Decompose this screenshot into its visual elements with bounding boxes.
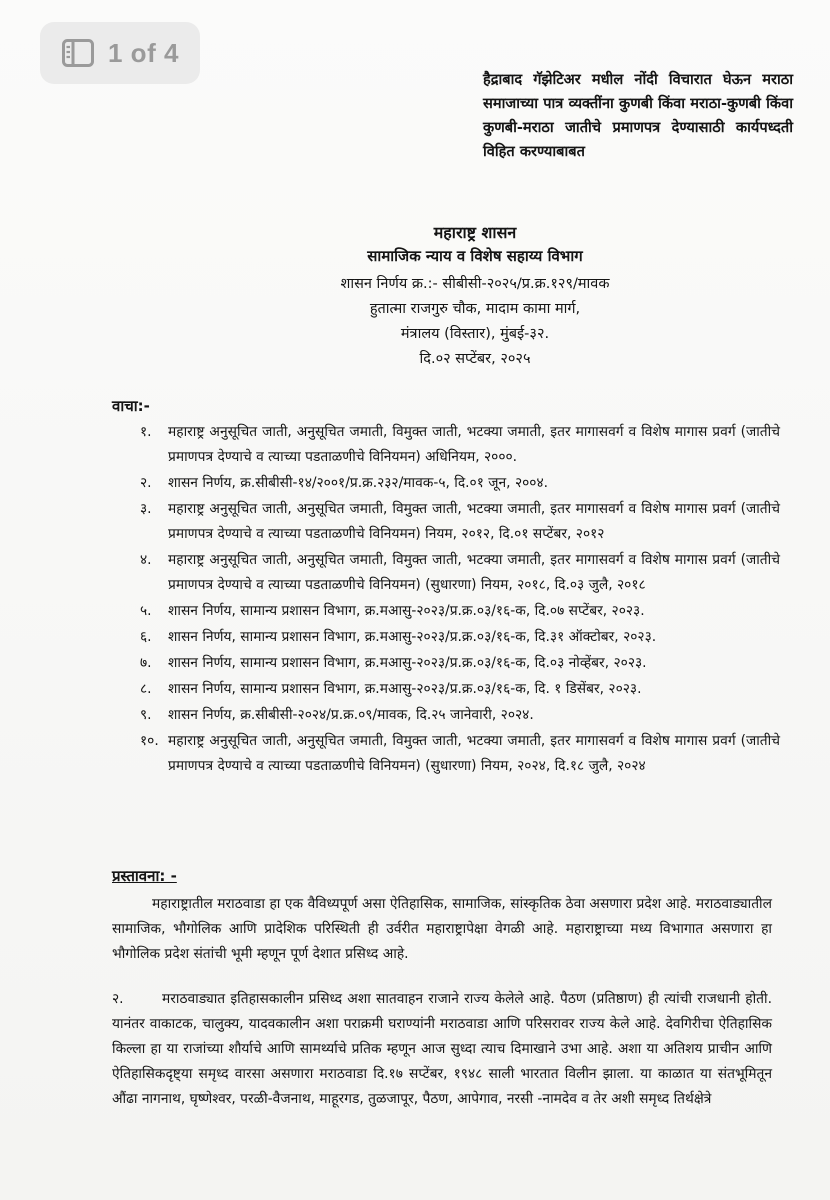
page-indicator[interactable]: [40, 22, 200, 84]
read-heading: वाचा:-: [112, 397, 150, 415]
government-name: महाराष्ट्र शासन: [433, 223, 517, 242]
list-item: १०. महाराष्ट्र अनुसूचित जाती, अनुसूचित जमाती, विमुक्त जाती, भटक्या जमाती, इतर मागासवर्ग व विशेष मागास प्रवर्ग (जातीचे प्रमाणपत्र देण्याचे व त्याच्या पडताळणीचे विनियमन) (सुधारणा) नियम, २०२४, दि.१८ जुलै, २०२४: [140, 733, 780, 774]
department-name: सामाजिक न्याय व विशेष सहाय्य विभाग: [367, 247, 583, 265]
list-item: ६. शासन निर्णय, सामान्य प्रशासन विभाग, क्र.मआसु-२०२३/प्र.क्र.०३/१६-क, दि.३१ ऑक्टोबर, २०२३.: [140, 629, 657, 645]
preamble-paragraph-2: २. मराठवाड्यात इतिहासकालीन प्रसिध्द अशा सातवाहन राजाने राज्य केलेले आहे. पैठण (प्रतिष्ठाण) ही त्यांची राजधानी होती. यानंतर वाकाटक, चालुक्य, यादवकालीन अशा पराक्रमी घराण्यांनी मराठवाडा आणि परिसरावर राज्य केले आहे. देवगिरीचा ऐतिहासिक किल्ला हा या राजांच्या शौर्याचे आणि सामर्थ्याचे प्रतिक म्हणून आज सुध्दा त्याच दिमाखाने उभा आहे. अशा या अतिशय प्राचीन आणि ऐतिहासिकदृष्ट्या समृध्द वारसा असणारा मराठवाडा दि.१७ सप्टेंबर, १९४८ साली भारतात विलीन झाला. या काळात या संतभूमितून औंढा नागनाथ, घृष्णेश्वर, परळी-वैजनाथ, माहूरगड, तुळजापूर, पैठण, आपेगाव, नरसी -नामदेव व तेर अशी समृध्द तिर्थक्षेत्रे: [112, 991, 772, 1107]
page-indicator-text: 1 of 4: [108, 37, 179, 68]
list-item: ९. शासन निर्णय, क्र.सीबीसी-२०२४/प्र.क्र.०९/मावक, दि.२५ जानेवारी, २०२४.: [140, 707, 534, 723]
list-item: ८. शासन निर्णय, सामान्य प्रशासन विभाग, क्र.मआसु-२०२३/प्र.क्र.०३/१६-क, दि. १ डिसेंबर, २०२३.: [140, 681, 642, 697]
address-line-1: हुतात्मा राजगुरु चौक, मादाम कामा मार्ग,: [369, 301, 581, 317]
preamble-paragraph-1: महाराष्ट्रातील मराठवाडा हा एक वैविध्यपूर्ण असा ऐतिहासिक, सामाजिक, सांस्कृतिक ठेवा असणारा प्रदेश आहे. मराठवाड्यातील सामाजिक, भौगोलिक आणि प्रादेशिक परिस्थिती ही उर्वरीत महाराष्ट्रापेक्षा वेगळी आहे. महाराष्ट्राच्या मध्य विभागात असणारा हा भौगोलिक प्रदेश संतांची भूमी म्हणून पूर्ण देशात प्रसिध्द आहे.: [112, 896, 772, 962]
address-line-2: मंत्रालय (विस्तार), मुंबई-३२.: [400, 326, 550, 342]
reference-list: [140, 420, 780, 780]
list-item: २. शासन निर्णय, क्र.सीबीसी-१४/२००१/प्र.क्र.२३२/मावक-५, दि.०१ जून, २००४.: [140, 475, 549, 491]
list-item: ३. महाराष्ट्र अनुसूचित जाती, अनुसूचित जमाती, विमुक्त जाती, भटक्या जमाती, इतर मागासवर्ग व विशेष मागास प्रवर्ग (जातीचे प्रमाणपत्र देण्याचे व त्याच्या पडताळणीचे विनियमन) नियम, २०१२, दि.०१ सप्टेंबर, २०१२: [140, 501, 780, 542]
gr-number: शासन निर्णय क्र.:- सीबीसी-२०२५/प्र.क्र.१२९/मावक: [340, 276, 610, 292]
gr-date: दि.०२ सप्टेंबर, २०२५: [419, 351, 531, 367]
list-item: १. महाराष्ट्र अनुसूचित जाती, अनुसूचित जमाती, विमुक्त जाती, भटक्या जमाती, इतर मागासवर्ग व विशेष मागास प्रवर्ग (जातीचे प्रमाणपत्र देण्याचे व त्याच्या पडताळणीचे विनियमन) अधिनियम, २०००.: [140, 424, 780, 465]
list-item: ७. शासन निर्णय, सामान्य प्रशासन विभाग, क्र.मआसु-२०२३/प्र.क्र.०३/१६-क, दि.०३ नोव्हेंबर, २०२३.: [140, 655, 647, 671]
sidebar-icon: [62, 39, 94, 67]
issuing-authority: [240, 222, 710, 372]
list-item: ५. शासन निर्णय, सामान्य प्रशासन विभाग, क्र.मआसु-२०२३/प्र.क्र.०३/१६-क, दि.०७ सप्टेंबर, २०२३.: [140, 603, 645, 619]
preamble-heading: प्रस्तावना: -: [112, 867, 177, 885]
subject-heading: हैद्राबाद गॅझेटिअर मधील नोंदी विचारात घेऊन मराठा समाजाच्या पात्र व्यक्तींना कुणबी किंवा मराठा-कुणबी किंवा कुणबी-मराठा जातीचे प्रमाणपत्र देण्यासाठी कार्यपध्दती विहित करण्याबाबत: [483, 71, 793, 160]
list-item: ४. महाराष्ट्र अनुसूचित जाती, अनुसूचित जमाती, विमुक्त जाती, भटक्या जमाती, इतर मागासवर्ग व विशेष मागास प्रवर्ग (जातीचे प्रमाणपत्र देण्याचे व त्याच्या पडताळणीचे विनियमन) (सुधारणा) नियम, २०१८, दि.०३ जुलै, २०१८: [140, 552, 780, 593]
